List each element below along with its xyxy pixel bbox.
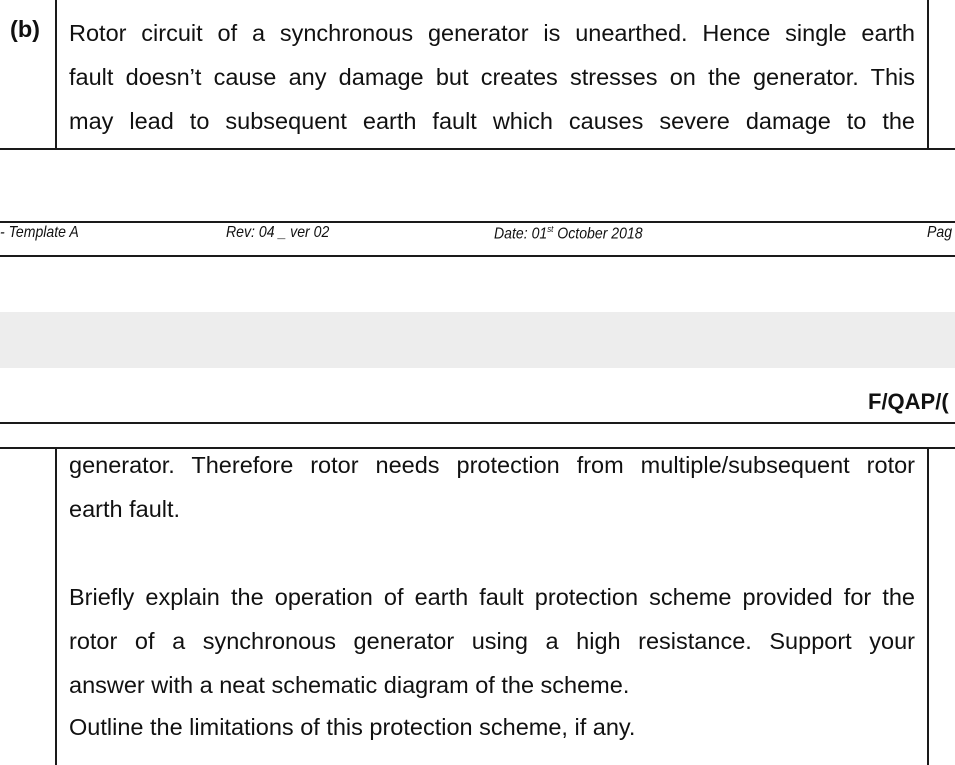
question-b-line-2: fault doesn’t cause any damage but creates stresses on the generator. This [69,64,915,90]
footer-page: Pag [927,224,953,241]
footer-date-sup: st [547,224,554,234]
continuation-text [69,443,915,531]
document-code: F/QAP/( [868,389,949,414]
table-bottom-right-border [927,447,929,765]
footer-date-suffix: October 2018 [553,225,643,243]
table-top-left-border [55,0,57,150]
continuation-line-1: generator. Therefore rotor needs protection from multiple/subsequent rotor [69,452,915,478]
footer-bottom-rule [0,255,955,257]
continuation-line-2: earth fault. [69,496,181,522]
question-c-text [69,575,915,707]
table-top-bottom-border [0,148,955,150]
question-b-text [69,11,915,143]
question-b-line-1: Rotor circuit of a synchronous generator is unearthed. Hence single earth [69,20,915,46]
table-top-right-border [927,0,929,150]
footer-date [494,224,643,243]
outline-limitations: Outline the limitations of this protection scheme, if any. [69,714,636,740]
question-c-line-2: rotor of a synchronous generator using a high resistance. Support your [69,628,915,654]
footer-date-prefix: Date: 01 [494,225,548,243]
page-break-gap [0,312,955,368]
question-c-line-1: Briefly explain the operation of earth fault protection scheme provided for the [69,584,915,610]
question-c-line-3: answer with a neat schematic diagram of the scheme. [69,672,630,698]
table-bottom-left-border [55,447,57,765]
header-rule [0,422,955,424]
footer-top-rule [0,221,955,223]
question-label-b: (b) [10,16,41,42]
footer-revision: Rev: 04 _ ver 02 [226,224,330,241]
footer-template: - Template A [0,224,79,241]
question-b-line-3: may lead to subsequent earth fault which causes severe damage to the [69,108,915,134]
